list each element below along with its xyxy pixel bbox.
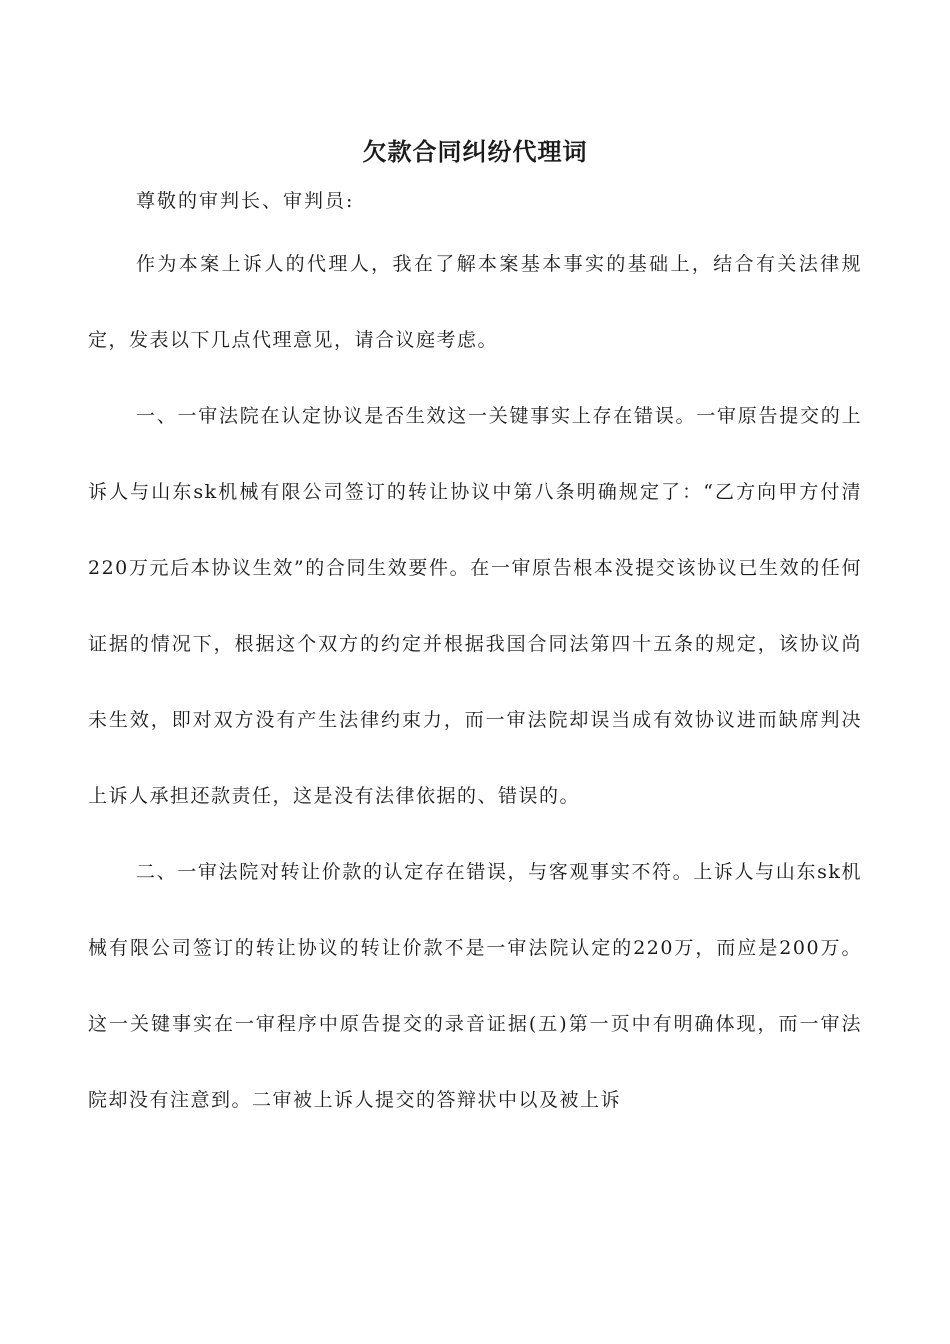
document-title: 欠款合同纠纷代理词 [362, 137, 588, 166]
paragraph-point-one: 一、一审法院在认定协议是否生效这一关键事实上存在错误。一审原告提交的上诉人与山东sk机械有限公司签订的转让协议中第八条明确规定了：“乙方向甲方付清220万元后本协议生效”的合同生效要件。在一审原告根本没提交该协议已生效的任何证据的情况下，根据这个双方的约定并根据我国合同法第四十五条的规定，该协议尚未生效，即对双方没有产生法律约束力，而一审法院却误当成有效协议进而缺席判决上诉人承担还款责任，这是没有法律依据的、错误的。 [88, 405, 862, 807]
document-body [88, 226, 862, 1138]
paragraph-intro: 作为本案上诉人的代理人，我在了解本案基本事实的基础上，结合有关法律规定，发表以下几点代理意见，请合议庭考虑。 [88, 253, 862, 351]
salutation: 尊敬的审判长、审判员: [136, 190, 355, 212]
paragraph-point-two: 二、一审法院对转让价款的认定存在错误，与客观事实不符。上诉人与山东sk机械有限公司签订的转让协议的转让价款不是一审法院认定的220万，而应是200万。这一关键事实在一审程序中原告提交的录音证据(五)第一页中有明确体现，而一审法院却没有注意到。二审被上诉人提交的答辩状中以及被上诉 [88, 861, 862, 1111]
